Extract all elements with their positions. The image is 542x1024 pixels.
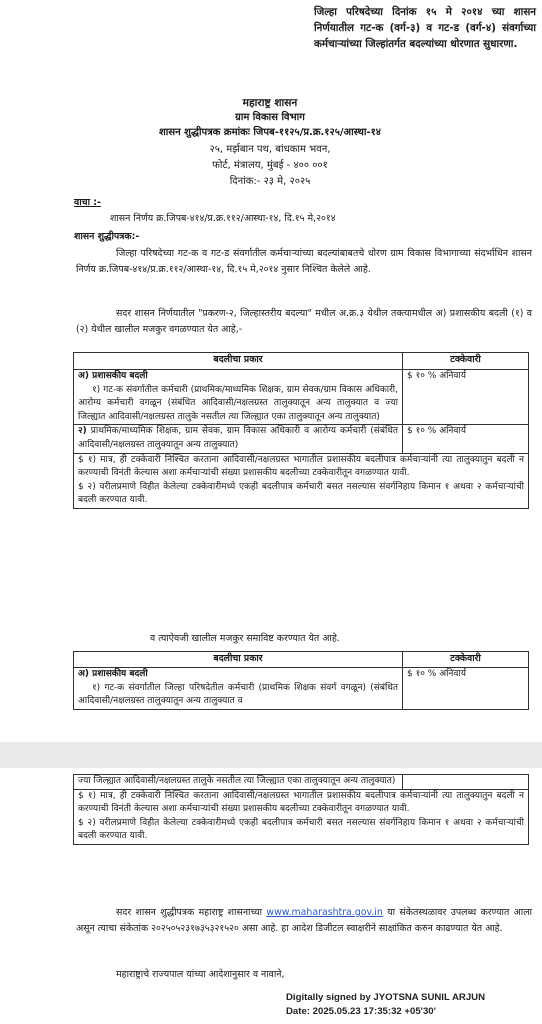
table1-col-percent: टक्केवारी: [403, 353, 529, 370]
header-addr1: २५, मर्झबान पथ, बांधकाम भवन,: [209, 144, 331, 155]
inserted-text-table: [73, 651, 529, 710]
table2-note-1: $ १) मात्र, ही टक्केवारी निश्चित करताना आदिवासी/नक्षलग्रस्त भागातील प्रशासकीय बदलीपात्र कर्मचाऱ्यांनी त्या तालुक्यातुन बदली न करण्याची विनंती केल्यास अशा कर्मचाऱ्यांची संख्या प्रशासकीय बदलीच्या टक्केवारीतून वगळण्यात यावी.: [78, 790, 524, 815]
page-break: [0, 742, 542, 768]
table1-row2-num: २): [78, 426, 87, 437]
inserted-text-table-continued: [73, 774, 529, 845]
table2-row1-text: १) गट-क संवर्गातील जिल्हा परिषदेतील कर्मचारी (प्राथमिक शिक्षक संवर्ग वगळून) (संबंधित आदिवासी/नक्षलग्रस्त तालुक्यातून अन्य तालुक्यात व: [78, 682, 398, 707]
table1-row2-percent: $ १० % अनिवार्य: [403, 425, 529, 453]
table1-row2-text: प्राथमिक/माध्यमिक शिक्षक, ग्राम सेवक, ग्राम विकास अधिकारी व आरोग्य कर्मचारी (संबंधित आदिवासी/नक्षलग्रस्त तालुक्यातून अन्य तालुक्यात): [78, 426, 398, 450]
table1-col-type: बदलीचा प्रकार: [74, 353, 403, 370]
table1-notes: [74, 453, 529, 508]
table2-col-percent: टक्केवारी: [403, 652, 529, 668]
table2-section: अ) प्रशासकीय बदली: [78, 669, 148, 679]
header-ref: शासन शुद्धीपत्रक क्रमांकः जिपब-११२५/प्र.क्र.१२५/आस्था-१४: [158, 127, 382, 138]
closing-line: महाराष्ट्राचे राज्यपाल यांच्या आदेशानुसार व नावाने,: [116, 969, 285, 980]
table1-row-1: [74, 370, 403, 425]
read-item: शासन निर्णय क्र.जिपब-४१४/प्र.क्र.११२/आस्था-१४, दि.१५ मे,२०१४: [110, 213, 336, 224]
removed-text-table: [73, 352, 529, 509]
table2-notes: [74, 789, 529, 844]
table1-note-2: $ २) वरीलप्रमाणे विहीत केलेल्या टक्केवारीमध्ये एकही बदलीपात्र कर्मचारी बसत नसल्यास संवर्गनिहाय किमान १ अथवा २ कर्मचाऱ्यांची बदली करण्यात यावी.: [78, 481, 524, 506]
paragraph-4: [76, 905, 532, 936]
website-link[interactable]: www.maharashtra.gov.in: [266, 907, 383, 918]
table2-row1-percent: $ १० % अनिवार्य: [403, 668, 529, 710]
paragraph-3: व त्याऐवजी खालील मजकुर समाविष्ट करण्यात येत आहे.: [150, 633, 340, 644]
para4-pre: सदर शासन शुद्धीपत्रक महाराष्ट्र शासनाच्या: [116, 907, 263, 918]
table1-row1-text: १) गट-क संवर्गातील कर्मचारी (प्राथमिक/माध्यमिक शिक्षक, ग्राम सेवक/ग्राम विकास अधिकारी, आरोग्य कर्मचारी वगळून (संबंधित आदिवासी/नक्षलग्रस्त तालुक्यातून अन्य तालुक्यात व ज्या जिल्ह्यात आदिवासी/नक्षलग्रस्त तालुके नसतील त्या जिल्ह्यात एका तालुक्यातून अन्य तालुक्यात): [78, 384, 398, 422]
paragraph-1: जिल्हा परिषदेच्या गट-क व गट-ड संवर्गातील कर्मचाऱ्यांच्या बदल्यांबाबतचे धोरण ग्राम विकास विभागाच्या संदर्भाधिन शासन निर्णय क्र.जिपब-४१४/प्र.क्र.११२/आस्था-१४, दि.१५ मे,२०१४ नुसार निश्चित केलेले आहे.: [76, 248, 532, 275]
header-gov: महाराष्ट्र शासन: [242, 97, 298, 109]
table1-row1-percent: $ १० % अनिवार्य: [403, 370, 529, 425]
table2-row1-continued: ज्या जिल्ह्यात आदिवासी/नक्षलग्रस्त तालुके नसतील त्या जिल्ह्यात एका तालुक्यातून अन्य तालुक्यात): [74, 775, 403, 790]
digital-signature: [286, 991, 485, 1018]
header-date: दिनांक:- २३ मे, २०२५: [229, 176, 311, 187]
table1-row-2: [74, 425, 403, 453]
corrigendum-heading: शासन शुद्धीपत्रक:-: [74, 231, 140, 242]
header-addr2: फोर्ट, मंत्रालय, मुंबई - ४०० ००१: [212, 160, 328, 171]
paragraph-2: सदर शासन निर्णयातील "प्रकरण-२, जिल्हास्तरीय बदल्या" मधील अ.क्र.३ येथील तक्त्यामधील अ) प्रशासकीय बदली (१) व (२) येथील खालील मजकुर वगळण्यात येत आहे,-: [76, 308, 532, 335]
table2-row1-continued-percent: [403, 775, 529, 790]
signature-line-2: Date: 2025.05.23 17:35:32 +05'30': [286, 1005, 436, 1017]
table1-section: अ) प्रशासकीय बदली: [78, 371, 148, 381]
table2-row-1: [74, 668, 403, 710]
signature-line-1: Digitally signed by JYOTSNA SUNIL ARJUN: [286, 992, 486, 1003]
table2-col-type: बदलीचा प्रकार: [74, 652, 403, 668]
table2-note-2: $ २) वरीलप्रमाणे विहीत केलेल्या टक्केवारीमध्ये एकही बदलीपात्र कर्मचारी बसत नसल्यास संवर्गनिहाय किमान १ अथवा २ कर्मचाऱ्यांची बदली करण्यात यावी.: [78, 817, 524, 842]
header-dept: ग्राम विकास विभाग: [235, 112, 305, 123]
table1-note-1: $ १) मात्र, ही टक्केवारी निश्चित करताना आदिवासी/नक्षलग्रस्त भागातील प्रशासकीय बदलीपात्र कर्मचाऱ्यांनी त्या तालुक्यातुन बदली न करण्याची विनंती केल्यास अशा कर्मचाऱ्यांची संख्या प्रशासकीय बदलीच्या टक्केवारीतून वगळण्यात यावी.: [78, 454, 524, 479]
para4-post: या संकेतस्थळावर उपलब्ध करण्यात आला असून त्याचा संकेतांक २०२५०५२३१७३५३२१५२० असा आहे. हा आदेश डिजीटल स्वाक्षरीने साक्षांकित करुन काढण्यात येत आहे.: [76, 907, 533, 934]
subject: जिल्हा परिषदेच्या दिनांक १५ मे २०१४ च्या शासन निर्णयातील गट-क (वर्ग-३) व गट-ड (वर्ग-४) संवर्गाच्या कर्मचाऱ्यांच्या जिल्हांतर्गत बदल्यांच्या धोरणात सुधारणा.: [314, 6, 536, 50]
read-heading: वाचा :-: [74, 197, 101, 208]
